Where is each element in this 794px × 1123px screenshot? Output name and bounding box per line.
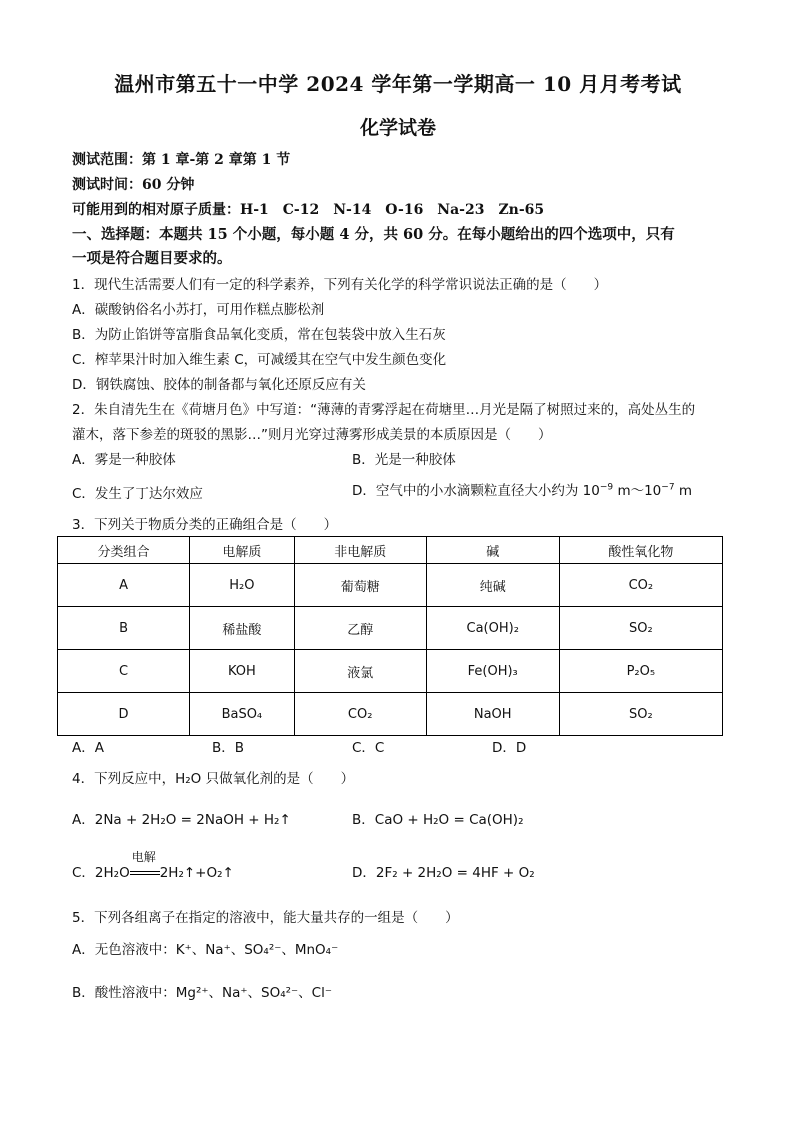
table-cell: CO₂ [294, 693, 426, 736]
question-1-stem: 1．现代生活需要人们有一定的科学素养，下列有关化学的科学常识说法正确的是（ ） [72, 277, 608, 293]
table-cell: Ca(OH)₂ [426, 607, 559, 650]
atomic-mass-list: 可能用到的相对原子质量：H-1 C-12 N-14 O-16 Na-23 Zn-65 [72, 202, 545, 218]
table-row [58, 607, 723, 650]
table-row [58, 564, 723, 607]
table-header-cell: 电解质 [190, 537, 295, 564]
question-2-option-d: D．空气中的小水滴颗粒直径大小约为 $10^{-9}$ $m\sim 10^{-7}$ m [352, 482, 693, 499]
table-cell: CO₂ [559, 564, 722, 607]
table-cell: NaOH [426, 693, 559, 736]
question-4-option-d: D．2F₂ + 2H₂O = 4HF + O₂ [352, 865, 535, 881]
question-3-option-a: A．A [72, 740, 104, 756]
table-cell: H₂O [190, 564, 295, 607]
question-1-option-d: D．钢铁腐蚀、胶体的制备都与氧化还原反应有关 [72, 377, 366, 393]
table-header-cell: 非电解质 [294, 537, 426, 564]
question-3-option-c: C．C [352, 740, 385, 756]
table-cell: SO₂ [559, 607, 722, 650]
table-cell: SO₂ [559, 693, 722, 736]
question-3-options [72, 736, 632, 756]
table-row [58, 650, 723, 693]
table-row [58, 693, 723, 736]
table-cell: D [58, 693, 190, 736]
question-4-stem: 4．下列反应中，H₂O 只做氧化剂的是（ ） [72, 771, 355, 787]
test-time: 测试时间：60 分钟 [72, 177, 195, 193]
table-cell: P₂O₅ [559, 650, 722, 693]
question-4-option-a: A．2Na + 2H₂O = 2NaOH + H₂↑ [72, 812, 291, 828]
question-2-option-b: B．光是一种胶体 [352, 452, 456, 468]
table-cell: Fe(OH)₃ [426, 650, 559, 693]
question-1-option-b: B．为防止馅饼等富脂食品氧化变质，常在包装袋中放入生石灰 [72, 327, 446, 343]
table-cell: BaSO₄ [190, 693, 295, 736]
test-scope: 测试范围：第 1 章-第 2 章第 1 节 [72, 152, 291, 168]
question-2-option-c: C．发生了丁达尔效应 [72, 486, 203, 502]
table-cell: C [58, 650, 190, 693]
question-3-option-b: B．B [212, 740, 245, 756]
question-2-stem-cont: 灌木，落下参差的斑驳的黑影…”则月光穿过薄雾形成美景的本质原因是（ ） [72, 427, 552, 443]
classification-table [57, 536, 723, 736]
question-3-option-d: D．D [492, 740, 527, 756]
electrolysis-arrow: 电解 [130, 865, 160, 881]
table-cell: A [58, 564, 190, 607]
table-cell: 纯碱 [426, 564, 559, 607]
question-4-option-c: C．2H₂O 电解 2H₂↑+O₂↑ [72, 850, 234, 881]
exam-title: 温州市第五十一中学 2024 学年第一学期高一 10 月月考考试 [114, 72, 682, 96]
table-cell: KOH [190, 650, 295, 693]
question-2-stem: 2．朱自清先生在《荷塘月色》中写道：“薄薄的青雾浮起在荷塘里…月光是隔了树照过来的，高处丛生的 [72, 402, 696, 418]
question-3-stem: 3．下列关于物质分类的正确组合是（ ） [72, 517, 338, 533]
question-2-option-a: A．雾是一种胶体 [72, 452, 176, 468]
table-cell: 液氯 [294, 650, 426, 693]
exam-subtitle: 化学试卷 [359, 117, 436, 139]
question-1-option-c: C．榨苹果汁时加入维生素 C，可减缓其在空气中发生颜色变化 [72, 352, 447, 368]
section-heading: 一、选择题：本题共 15 个小题，每小题 4 分，共 60 分。在每小题给出的四个选项中，只有 [72, 226, 675, 243]
table-cell: 乙醇 [294, 607, 426, 650]
table-cell: B [58, 607, 190, 650]
question-5-option-a: A．无色溶液中：K⁺、Na⁺、SO₄²⁻、MnO₄⁻ [72, 942, 339, 958]
table-header-row [58, 537, 723, 564]
table-header-cell: 碱 [426, 537, 559, 564]
question-4-option-b: B．CaO + H₂O = Ca(OH)₂ [352, 812, 524, 828]
question-1-option-a: A．碳酸钠俗名小苏打，可用作糕点膨松剂 [72, 302, 325, 318]
question-5-stem: 5．下列各组离子在指定的溶液中，能大量共存的一组是（ ） [72, 910, 459, 926]
table-cell: 葡萄糖 [294, 564, 426, 607]
question-5-option-b: B．酸性溶液中：Mg²⁺、Na⁺、SO₄²⁻、Cl⁻ [72, 985, 332, 1001]
section-heading-cont: 一项是符合题目要求的。 [72, 250, 232, 267]
table-cell: 稀盐酸 [190, 607, 295, 650]
table-header-cell: 分类组合 [58, 537, 190, 564]
table-header-cell: 酸性氧化物 [559, 537, 722, 564]
